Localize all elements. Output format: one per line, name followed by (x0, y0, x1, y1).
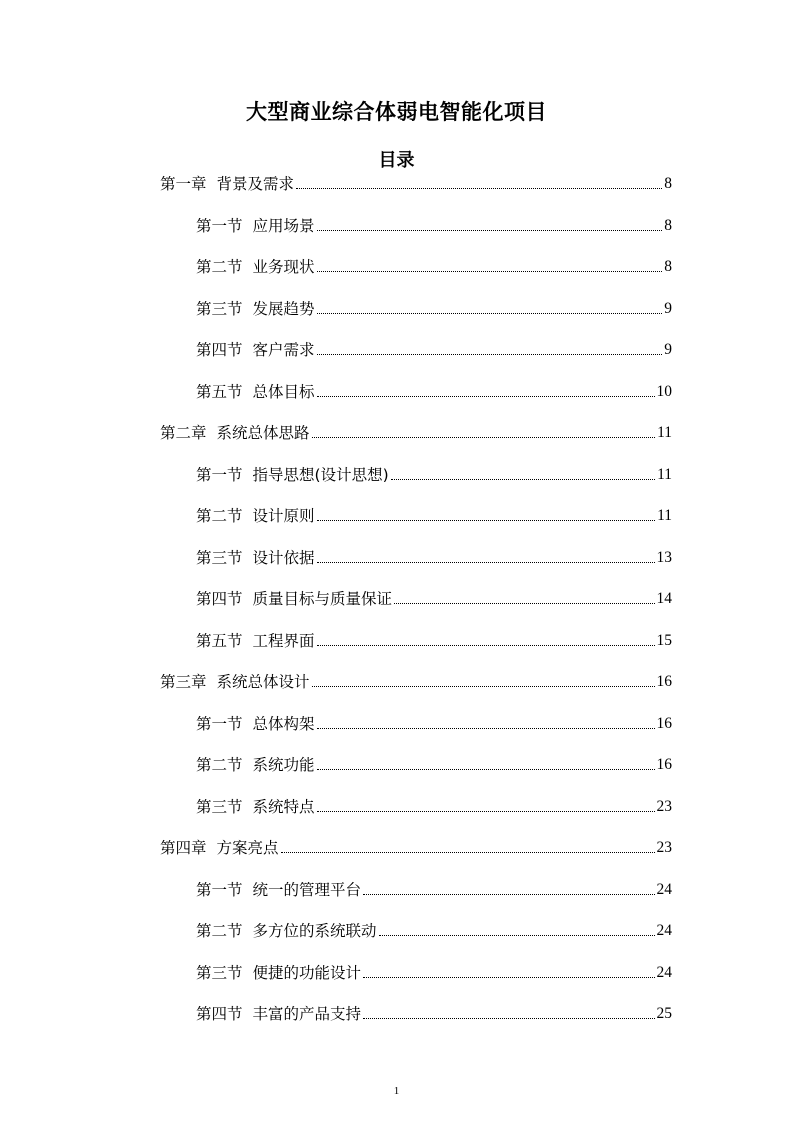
toc-entry-number: 第二节 (196, 756, 243, 774)
dot-leader (363, 1018, 654, 1019)
toc-entry-number: 第一节 (196, 714, 243, 733)
toc-entry-title: 设计依据 (252, 548, 315, 567)
toc-entry-number: 第三节 (196, 548, 243, 567)
toc-entry-title: 客户需求 (252, 341, 315, 359)
toc-entry-page: 13 (656, 548, 672, 566)
toc-entry-title: 方案亮点 (216, 839, 279, 857)
toc-entry-title: 业务现状 (252, 258, 315, 276)
toc-section-entry[interactable] (196, 380, 672, 404)
toc-entry-page: 25 (656, 1005, 672, 1022)
toc-entry-title: 系统特点 (252, 797, 315, 816)
toc-section-entry[interactable] (196, 587, 672, 611)
toc-chapter-entry[interactable] (160, 836, 672, 860)
dot-leader (281, 852, 655, 853)
toc-entry-page: 10 (656, 382, 672, 400)
toc-entry-page: 9 (664, 299, 672, 317)
toc-entry-title: 总体构架 (252, 714, 315, 733)
toc-section-entry[interactable] (196, 546, 672, 570)
toc-entry-page: 8 (664, 216, 672, 234)
toc-entry-page: 24 (656, 963, 672, 981)
toc-entry-number: 第二节 (196, 507, 243, 525)
toc-entry-page: 11 (657, 424, 672, 441)
toc-entry-page: 9 (664, 341, 672, 358)
toc-entry-number: 第四节 (196, 1005, 243, 1023)
toc-section-entry[interactable] (196, 961, 672, 985)
dot-leader (312, 686, 655, 687)
toc-entry-title: 质量目标与质量保证 (252, 590, 393, 608)
toc-section-entry[interactable] (196, 297, 672, 321)
document-title: 大型商业综合体弱电智能化项目 (246, 100, 547, 124)
toc-entry-number: 第四节 (196, 341, 243, 359)
toc-entry-title: 应用场景 (252, 216, 315, 235)
toc-entry-number: 第三节 (196, 963, 243, 982)
toc-entry-number: 第四节 (196, 590, 243, 608)
toc-section-entry[interactable] (196, 1002, 672, 1026)
toc-entry-title: 系统功能 (252, 756, 315, 774)
toc-section-entry[interactable] (196, 629, 672, 653)
toc-entry-page: 16 (656, 756, 672, 773)
toc-heading: 目录 (378, 150, 415, 171)
dot-leader (296, 188, 662, 189)
toc-entry-number: 第一节 (196, 216, 243, 235)
toc-entry-page: 11 (657, 507, 672, 524)
toc-entry-title: 工程界面 (252, 631, 315, 650)
toc-entry-page: 11 (657, 465, 672, 483)
dot-leader (317, 645, 655, 646)
toc-section-entry[interactable] (196, 255, 672, 279)
toc-entry-number: 第五节 (196, 631, 243, 650)
dot-leader (317, 313, 663, 314)
toc-entry-number: 第三章 (160, 673, 207, 691)
toc-section-entry[interactable] (196, 504, 672, 528)
toc-entry-title: 便捷的功能设计 (252, 963, 362, 982)
toc-entry-number: 第五节 (196, 382, 243, 401)
dot-leader (317, 769, 655, 770)
toc-entry-title: 指导思想(设计思想) (252, 465, 389, 484)
toc-entry-number: 第三节 (196, 299, 243, 318)
dot-leader (317, 230, 663, 231)
dot-leader (317, 354, 663, 355)
toc-entry-title: 多方位的系统联动 (252, 922, 377, 940)
dot-leader (317, 271, 663, 272)
toc-entry-number: 第一节 (196, 880, 243, 899)
toc-entry-title: 设计原则 (252, 507, 315, 525)
toc-entry-number: 第一章 (160, 175, 207, 193)
dot-leader (317, 396, 655, 397)
toc-entry-number: 第一节 (196, 465, 243, 484)
dot-leader (317, 811, 655, 812)
toc-entry-page: 8 (664, 258, 672, 275)
toc-section-entry[interactable] (196, 919, 672, 943)
dot-leader (363, 894, 654, 895)
toc-entry-page: 15 (656, 631, 672, 649)
toc-entry-page: 23 (656, 839, 672, 856)
toc-section-entry[interactable] (196, 214, 672, 238)
toc-entry-title: 总体目标 (252, 382, 315, 401)
toc-entry-title: 丰富的产品支持 (252, 1005, 362, 1023)
toc-entry-page: 16 (656, 673, 672, 690)
dot-leader (317, 520, 656, 521)
toc-entry-title: 背景及需求 (216, 175, 295, 193)
dot-leader (312, 437, 656, 438)
toc-section-entry[interactable] (196, 878, 672, 902)
toc-entry-number: 第二节 (196, 258, 243, 276)
toc-entry-page: 24 (656, 922, 672, 939)
dot-leader (317, 562, 655, 563)
toc-section-entry[interactable] (196, 712, 672, 736)
toc-section-entry[interactable] (196, 463, 672, 487)
dot-leader (394, 603, 654, 604)
toc-entry-number: 第三节 (196, 797, 243, 816)
toc-entry-title: 统一的管理平台 (252, 880, 362, 899)
dot-leader (379, 935, 655, 936)
toc-entry-number: 第二节 (196, 922, 243, 940)
page-number: 1 (393, 1085, 400, 1097)
dot-leader (363, 977, 654, 978)
toc-section-entry[interactable] (196, 338, 672, 362)
toc-entry-page: 16 (656, 714, 672, 732)
toc-chapter-entry[interactable] (160, 670, 672, 694)
toc-entry-page: 23 (656, 797, 672, 815)
toc-entry-title: 系统总体设计 (216, 673, 310, 691)
toc-entry-page: 8 (664, 175, 672, 192)
toc-chapter-entry[interactable] (160, 172, 672, 196)
toc-section-entry[interactable] (196, 795, 672, 819)
toc-entry-page: 24 (656, 880, 672, 898)
toc-entry-title: 发展趋势 (252, 299, 315, 318)
toc-chapter-entry[interactable] (160, 421, 672, 445)
dot-leader (391, 479, 655, 480)
toc-entry-number: 第四章 (160, 839, 207, 857)
toc-section-entry[interactable] (196, 753, 672, 777)
toc-entry-number: 第二章 (160, 424, 207, 442)
toc-entry-page: 14 (656, 590, 672, 607)
dot-leader (317, 728, 655, 729)
toc-entry-title: 系统总体思路 (216, 424, 310, 442)
